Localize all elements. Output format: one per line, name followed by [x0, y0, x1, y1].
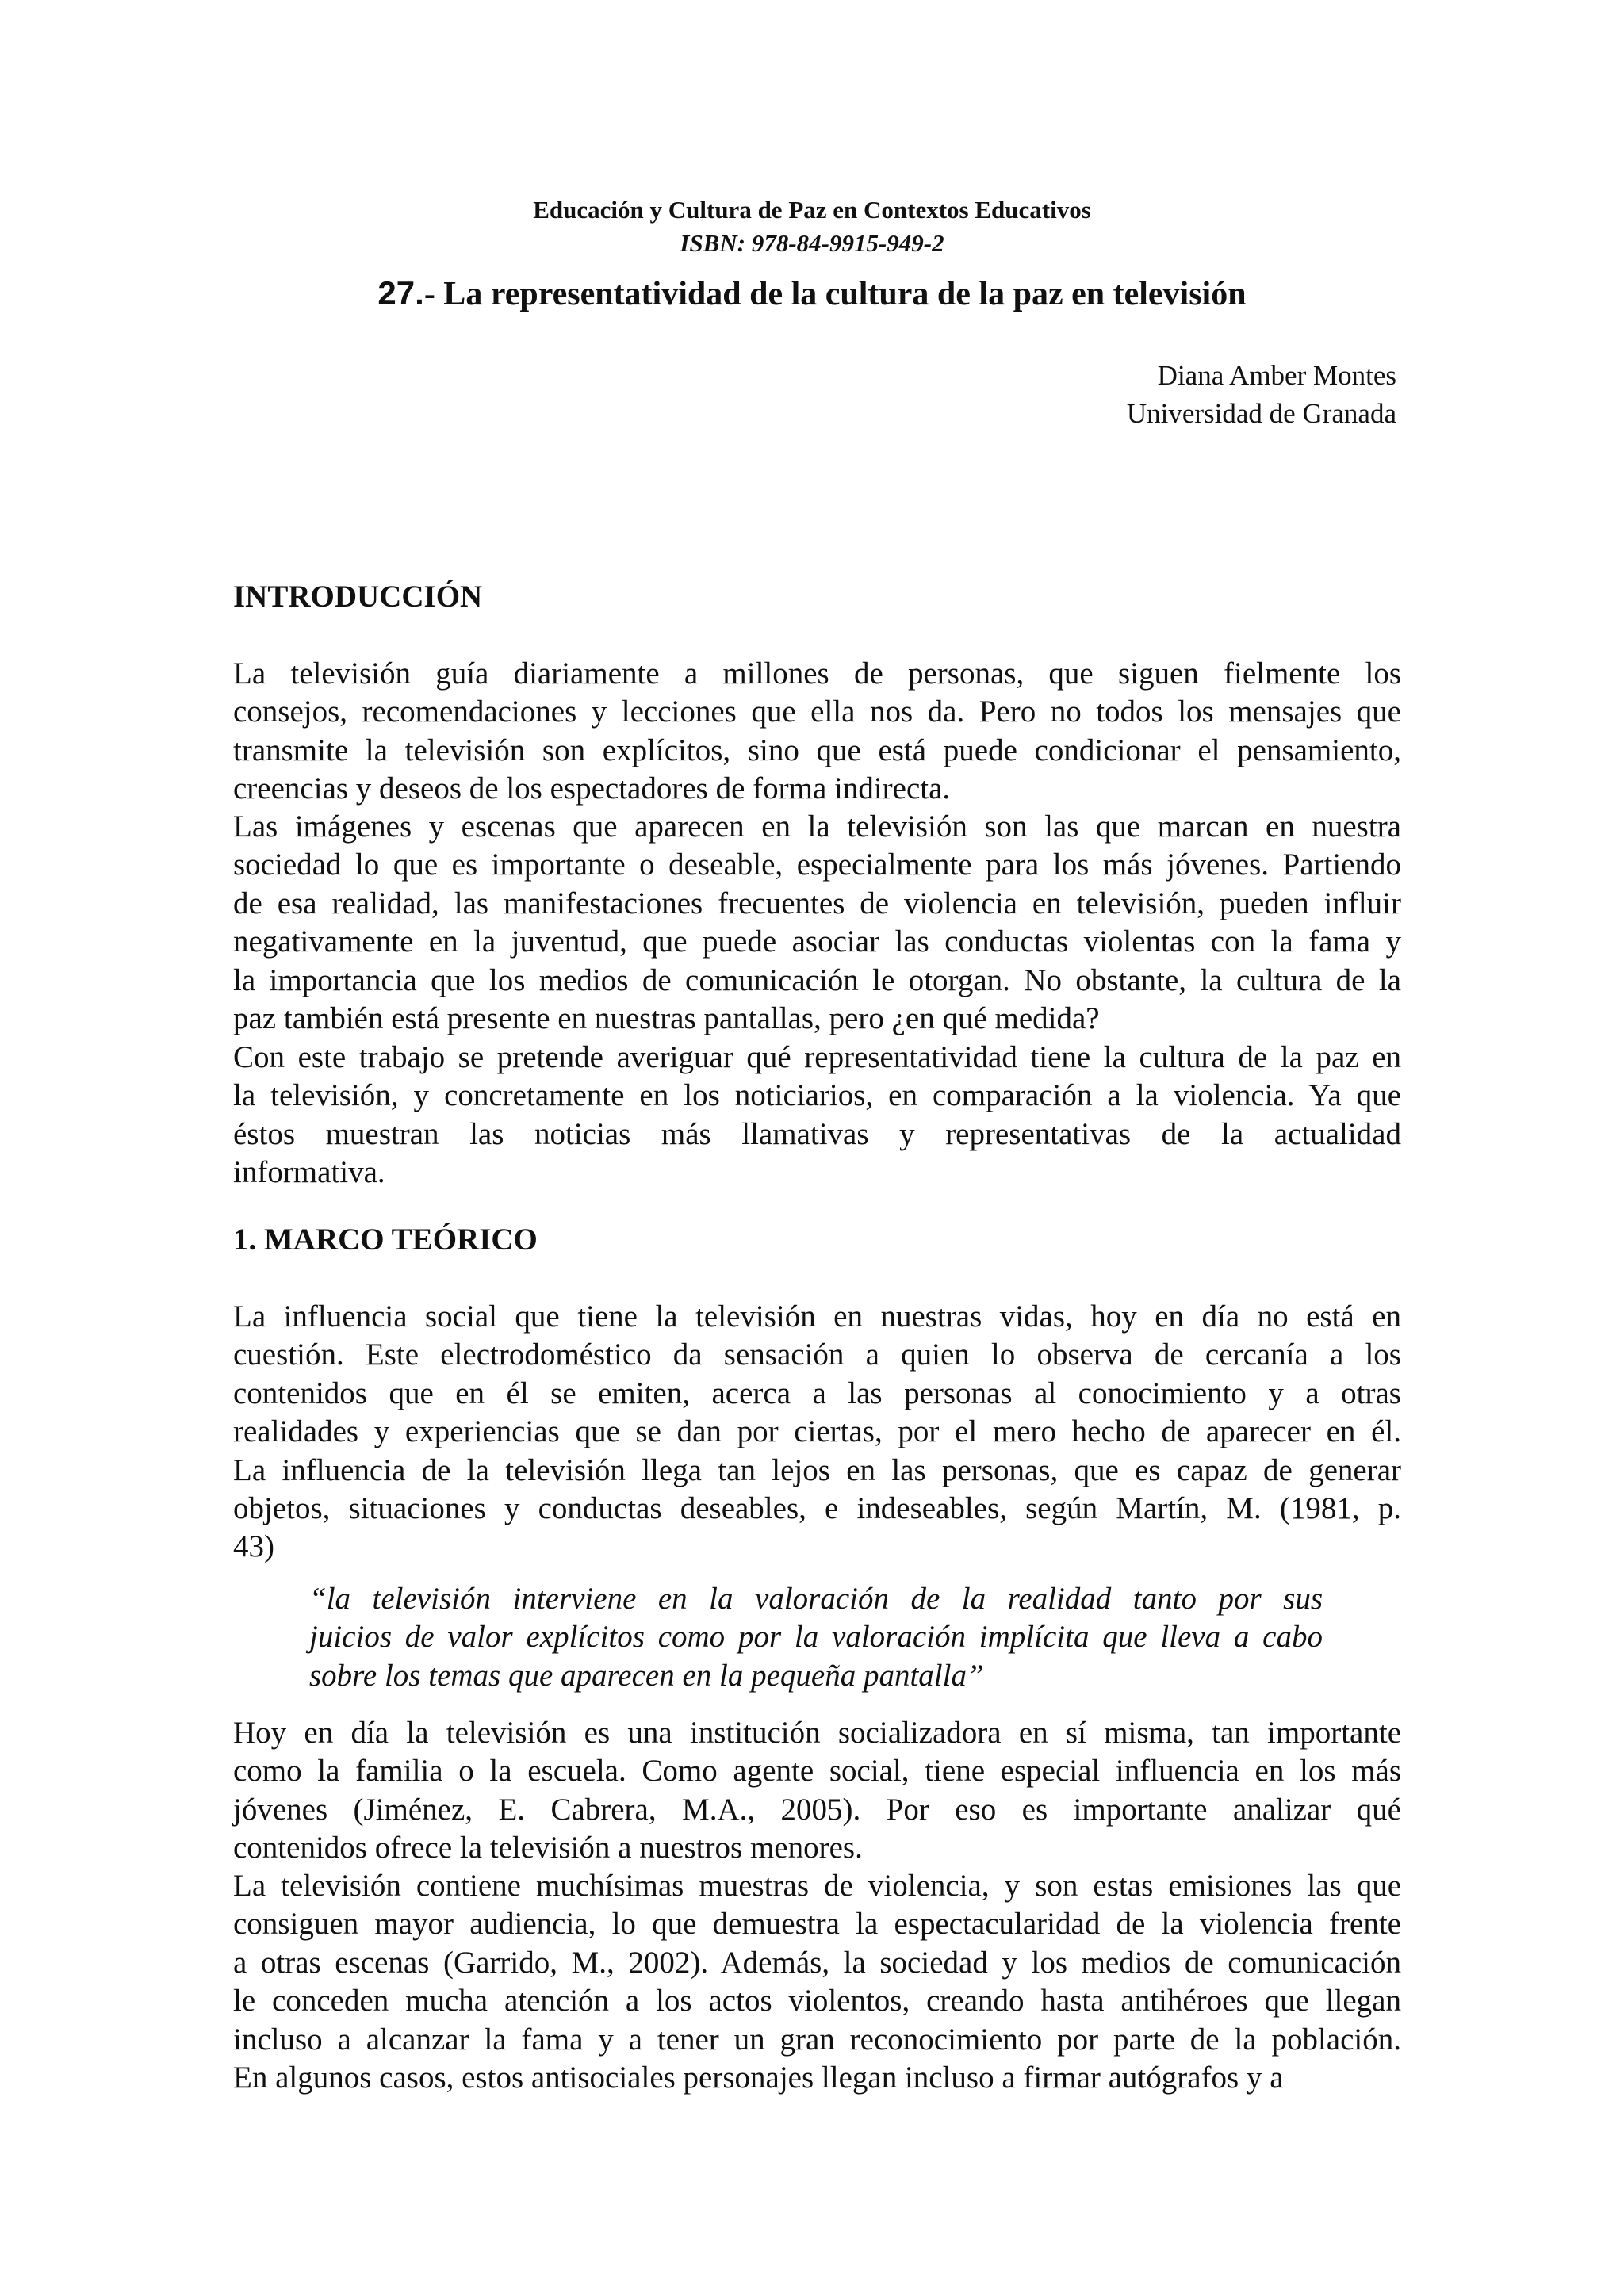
author-affiliation: Universidad de Granada — [1126, 398, 1396, 429]
text-line: Las imágenes y escenas que aparecen en la televisión son las que marcan en nuestra — [233, 809, 1401, 844]
section-heading-introduccion: INTRODUCCIÓN — [233, 580, 483, 614]
section-heading-marco-teorico: 1. MARCO TEÓRICO — [233, 1223, 538, 1257]
text-line: En algunos casos, estos antisociales personajes llegan incluso a firmar autógrafos y a — [233, 2061, 1284, 2095]
text-line: jóvenes (Jiménez, E. Cabrera, M.A., 2005). Por eso es importante analizar qué — [233, 1792, 1401, 1827]
text-line: la televisión, y concretamente en los noticiarios, en comparación a la violencia. Ya que — [233, 1078, 1401, 1113]
text-line: informativa. — [233, 1155, 385, 1190]
text-line: transmite la televisión son explícitos, sino que está puede condicionar el pensamiento, — [233, 733, 1401, 767]
paragraph-marco-2 — [233, 1714, 1401, 1868]
article-title — [0, 270, 1624, 318]
isbn: ISBN: 978-84-9915-949-2 — [680, 229, 944, 257]
text-line: objetos, situaciones y conductas deseables, e indeseables, según Martín, M. (1981, p. — [233, 1491, 1401, 1526]
text-line: La televisión contiene muchísimas muestras de violencia, y son estas emisiones las que — [233, 1869, 1401, 1903]
paragraph-intro-1 — [233, 655, 1401, 809]
paragraph-intro-2 — [233, 808, 1401, 1038]
text-line: consejos, recomendaciones y lecciones que ella nos da. Pero no todos los mensajes que — [233, 695, 1401, 729]
text-line: paz también está presente en nuestras pantallas, pero ¿en qué medida? — [233, 1001, 1100, 1036]
text-line: cuestión. Este electrodoméstico da sensación a quien lo observa de cercanía a los — [233, 1337, 1401, 1372]
text-line: sobre los temas que aparecen en la pequeña pantalla” — [309, 1658, 984, 1693]
text-line: como la familia o la escuela. Como agente social, tiene especial influencia en los más — [233, 1754, 1401, 1789]
text-line: creencias y deseos de los espectadores de forma indirecta. — [233, 771, 951, 806]
text-line: a otras escenas (Garrido, M., 2002). Además, la sociedad y los medios de comunicación — [233, 1945, 1401, 1980]
author-block — [1127, 357, 1396, 433]
text-line: “la televisión interviene en la valoración de la realidad tanto por sus — [309, 1582, 1323, 1616]
text-line: incluso a alcanzar la fama y a tener un gran reconocimiento por parte de la población. — [233, 2022, 1401, 2057]
block-quote — [309, 1580, 1323, 1695]
text-line: contenidos ofrece la televisión a nuestros menores. — [233, 1831, 863, 1866]
text-line: 43) — [233, 1529, 274, 1564]
journal-title: Educación y Cultura de Paz en Contextos Educativos — [533, 196, 1091, 224]
text-line: La influencia social que tiene la televisión en nuestras vidas, hoy en día no está en — [233, 1299, 1401, 1334]
text-line: consiguen mayor audiencia, lo que demuestra la espectacularidad de la violencia frente — [233, 1907, 1401, 1942]
text-line: sociedad lo que es importante o deseable, especialmente para los más jóvenes. Partiendo — [233, 848, 1401, 882]
paragraph-marco-3 — [233, 1867, 1401, 2097]
text-line: le conceden mucha atención a los actos violentos, creando hasta antihéroes que llegan — [233, 1984, 1401, 2019]
paragraph-intro-3 — [233, 1039, 1401, 1192]
text-line: contenidos que en él se emiten, acerca a las personas al conocimiento y a otras — [233, 1376, 1401, 1410]
author-name: Diana Amber Montes — [1157, 360, 1396, 391]
text-line: realidades y experiencias que se dan por ciertas, por el mero hecho de aparecer en él. — [233, 1414, 1401, 1449]
text-line: La influencia de la televisión llega tan lejos en las personas, que es capaz de generar — [233, 1452, 1401, 1487]
paragraph-marco-1 — [233, 1298, 1401, 1567]
text-line: éstos muestran las noticias más llamativas y representativas de la actualidad — [233, 1116, 1401, 1151]
text-line: Hoy en día la televisión es una institución socializadora en sí misma, tan importante — [233, 1716, 1401, 1750]
article-title-text: - La representatividad de la cultura de la paz en televisión — [423, 276, 1247, 312]
text-line: de esa realidad, las manifestaciones frecuentes de violencia en televisión, pueden influir — [233, 886, 1401, 920]
article-number: 27. — [377, 274, 424, 312]
text-line: La televisión guía diariamente a millones de personas, que siguen fielmente los — [233, 656, 1401, 691]
text-line: la importancia que los medios de comunicación le otorgan. No obstante, la cultura de la — [233, 962, 1401, 997]
text-line: Con este trabajo se pretende averiguar qué representatividad tiene la cultura de la paz en — [233, 1040, 1401, 1074]
text-line: negativamente en la juventud, que puede asociar las conductas violentas con la fama y — [233, 924, 1401, 959]
text-line: juicios de valor explícitos como por la valoración implícita que lleva a cabo — [309, 1620, 1323, 1655]
